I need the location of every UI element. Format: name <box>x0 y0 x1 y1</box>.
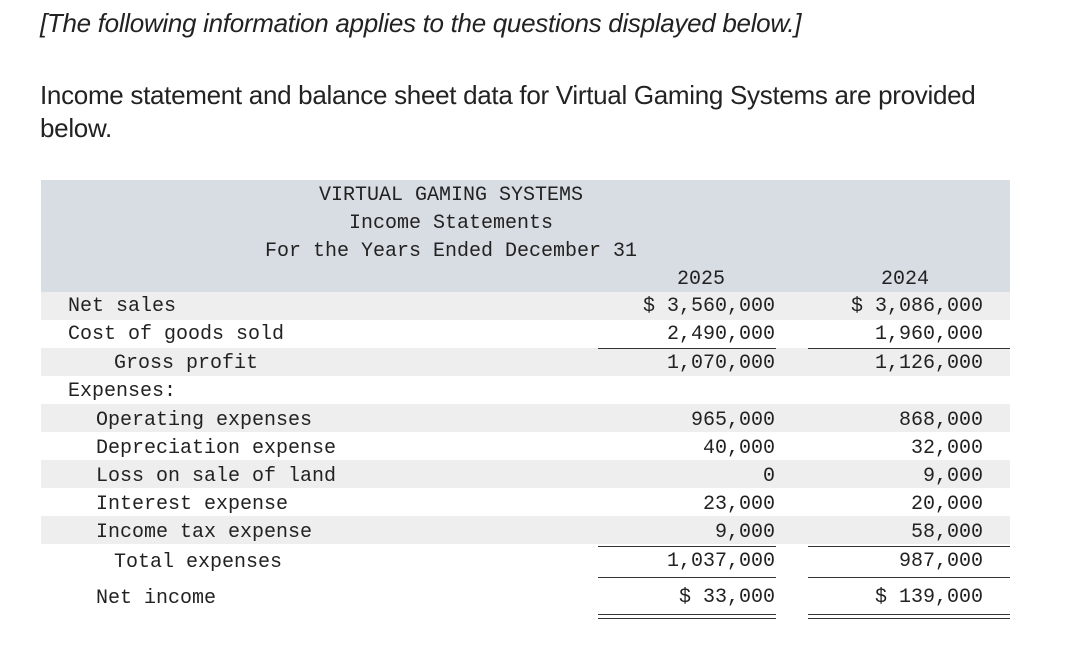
subtotal-rule-2024 <box>808 348 1010 349</box>
net-income-double-rule-bottom-2025 <box>598 618 776 619</box>
value-2024-cogs: 1,960,000 <box>874 323 983 346</box>
row-label-loss-on-land: Loss on sale of land <box>96 465 337 488</box>
value-2025-net-sales: $ 3,560,000 <box>642 295 775 318</box>
column-header-2024: 2024 <box>880 268 929 291</box>
value-2025-gross-profit: 1,070,000 <box>666 352 775 375</box>
value-2025-net-income: $ 33,000 <box>678 586 775 609</box>
value-2024-net-sales: $ 3,086,000 <box>850 295 983 318</box>
expense-rule-2025 <box>598 546 776 547</box>
row-label-net-income: Net income <box>96 587 217 610</box>
context-note: [The following information applies to the questions displayed below.] <box>40 8 802 38</box>
total-rule-2025 <box>598 577 776 578</box>
value-2024-loss-on-land: 9,000 <box>922 465 983 488</box>
row-label-operating-expenses: Operating expenses <box>96 409 313 432</box>
value-2025-income-tax: 9,000 <box>714 521 775 544</box>
total-rule-2024 <box>808 577 1010 578</box>
value-2024-interest: 20,000 <box>910 493 983 516</box>
column-header-2025: 2025 <box>676 268 725 291</box>
statement-period: For the Years Ended December 31 <box>264 240 638 263</box>
value-2024-gross-profit: 1,126,000 <box>874 352 983 375</box>
row-label-income-tax: Income tax expense <box>96 521 313 544</box>
net-income-double-rule-top-2024 <box>808 614 1010 615</box>
income-statement-table <box>41 180 1010 630</box>
row-label-depreciation: Depreciation expense <box>96 437 337 460</box>
value-2025-total-expenses: 1,037,000 <box>666 550 775 573</box>
row-label-net-sales: Net sales <box>68 295 177 318</box>
subtotal-rule-2025 <box>598 348 776 349</box>
row-label-total-expenses: Total expenses <box>114 551 283 574</box>
net-income-double-rule-bottom-2024 <box>808 618 1010 619</box>
expense-rule-2024 <box>808 546 1010 547</box>
row-label-cogs: Cost of goods sold <box>68 323 285 346</box>
value-2025-depreciation: 40,000 <box>702 437 775 460</box>
value-2024-net-income: $ 139,000 <box>874 586 983 609</box>
value-2024-income-tax: 58,000 <box>910 521 983 544</box>
row-label-gross-profit: Gross profit <box>114 352 259 375</box>
value-2025-cogs: 2,490,000 <box>666 323 775 346</box>
value-2025-interest: 23,000 <box>702 493 775 516</box>
net-income-double-rule-top-2025 <box>598 614 776 615</box>
row-label-expenses: Expenses: <box>68 380 177 403</box>
value-2024-total-expenses: 987,000 <box>898 550 983 573</box>
value-2024-depreciation: 32,000 <box>910 437 983 460</box>
value-2025-operating-expenses: 965,000 <box>690 409 775 432</box>
value-2024-operating-expenses: 868,000 <box>898 409 983 432</box>
intro-text: Income statement and balance sheet data for Virtual Gaming Systems are provided below. <box>40 80 976 143</box>
row-label-interest: Interest expense <box>96 493 289 516</box>
value-2025-loss-on-land: 0 <box>762 465 775 488</box>
statement-title: Income Statements <box>348 212 554 235</box>
company-name: VIRTUAL GAMING SYSTEMS <box>318 184 584 207</box>
